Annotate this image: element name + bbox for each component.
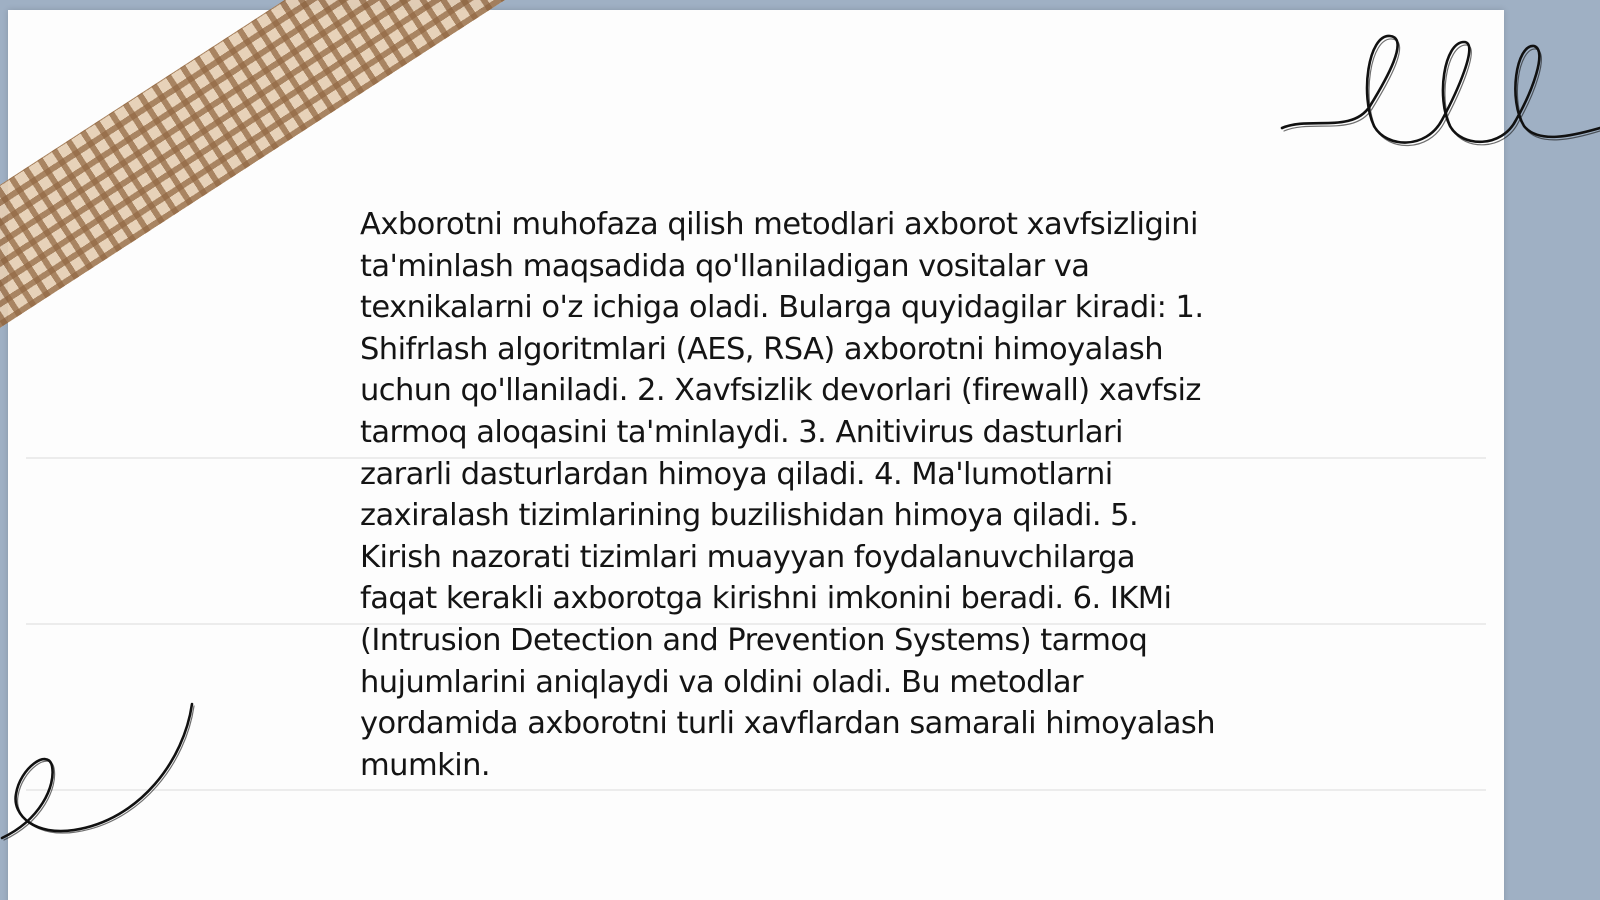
loop-squiggle-icon	[1280, 30, 1600, 170]
loop-squiggle-icon	[0, 690, 200, 850]
ruled-line	[26, 789, 1486, 791]
body-paragraph: Axborotni muhofaza qilish metodlari axborot xavfsizligini ta'minlash maqsadida qo'llaniladigan vositalar va texnikalarni o'z ichiga oladi. Bularga quyidagilar kiradi: 1. Shifrlash algoritmlari (AES, RSA) axborotni himoyalash uchun qo'llaniladi. 2. Xavfsizlik devorlari (firewall) xavfsiz tarmoq aloqasini ta'minlaydi. 3. Anitivirus dasturlari zararli dasturlardan himoya qiladi. 4. Ma'lumotlarni zaxiralash tizimlarining buzilishidan himoya qiladi. 5. Kirish nazorati tizimlari muayyan foydalanuvchilarga faqat kerakli axborotga kirishni imkonini beradi. 6. IKMi (Intrusion Detection and Prevention Systems) tarmoq hujumlarini aniqlaydi va oldini oladi. Bu metodlar yordamida axborotni turli xavflardan samarali himoyalash mumkin.	[360, 207, 1216, 783]
